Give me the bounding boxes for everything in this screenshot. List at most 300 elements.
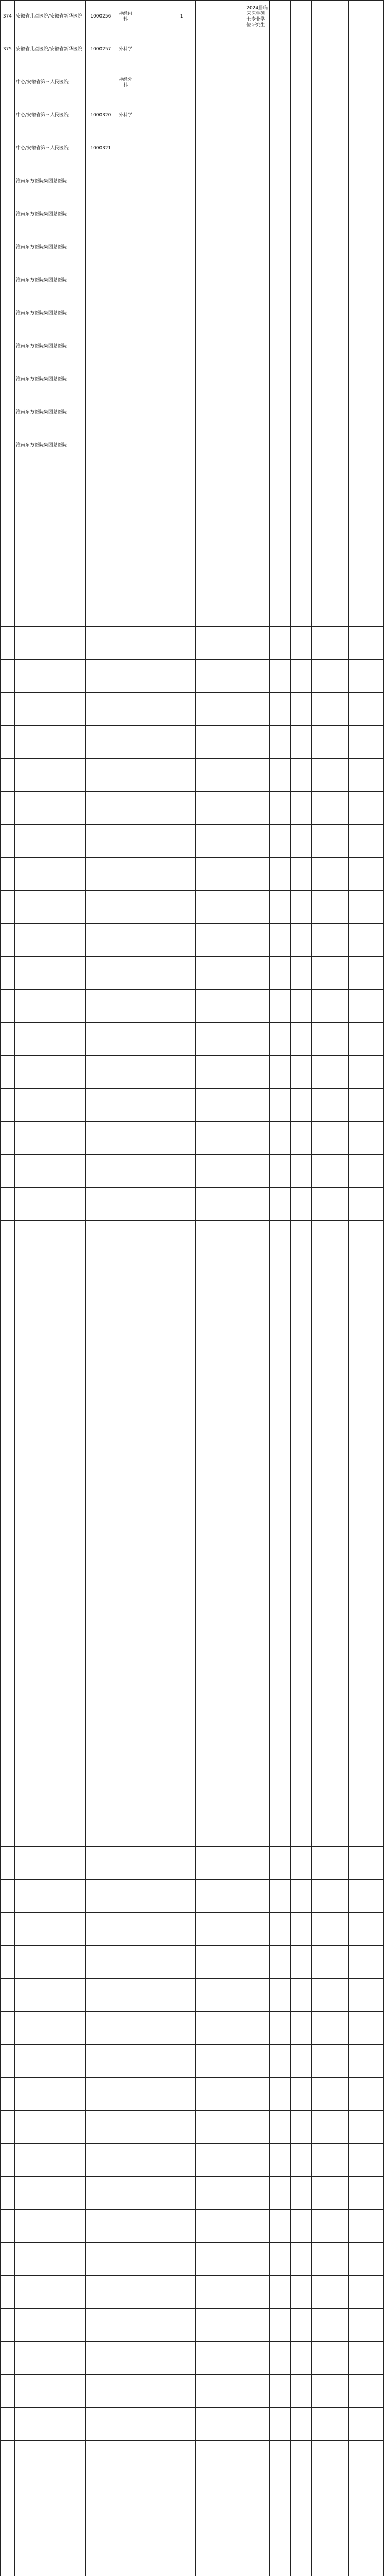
table-row: [1, 363, 384, 396]
row-col-10: [291, 165, 312, 198]
row-other: [270, 2408, 291, 2441]
row-col-11: [311, 396, 332, 429]
row-code: [85, 528, 116, 561]
row-unit: 淮南东方医院集团总医院: [14, 198, 85, 231]
row-col-10: [291, 2375, 312, 2408]
row-category: [135, 462, 154, 495]
row-code: [85, 693, 116, 726]
row-count: [168, 1253, 196, 1286]
row-unit: [14, 891, 85, 924]
row-education: [195, 759, 245, 792]
row-education: [195, 2342, 245, 2375]
row-seq: [1, 1023, 15, 1056]
row-col-11: [311, 1056, 332, 1089]
row-unit: 中心/安徽省第三人民医院: [14, 66, 85, 99]
row-col-10: [291, 1319, 312, 1352]
row-col-10: [291, 495, 312, 528]
row-post: [116, 1319, 135, 1352]
row-major: [245, 2375, 270, 2408]
row-col-14: [366, 99, 383, 132]
row-col-10: [291, 2276, 312, 2309]
row-post: [116, 2177, 135, 2210]
row-other: [270, 1715, 291, 1748]
row-post-code: [154, 1847, 168, 1880]
table-row: [1, 2441, 384, 2473]
row-post: [116, 2144, 135, 2177]
row-unit: [14, 1023, 85, 1056]
row-col-13: [349, 2045, 366, 2078]
row-count: [168, 429, 196, 462]
table-row: [1, 1880, 384, 1913]
table-row: [1, 1451, 384, 1484]
row-education: [195, 2506, 245, 2539]
row-other: [270, 2375, 291, 2408]
row-col-12: [332, 1814, 349, 1847]
row-post: [116, 2045, 135, 2078]
row-seq: [1, 2276, 15, 2309]
row-col-11: [311, 1221, 332, 1253]
row-category: [135, 627, 154, 660]
row-unit: [14, 1880, 85, 1913]
row-education: [195, 2572, 245, 2576]
table-row: [1, 1056, 384, 1089]
row-category: [135, 66, 154, 99]
row-post-code: [154, 2144, 168, 2177]
row-count: [168, 2506, 196, 2539]
row-unit: [14, 1550, 85, 1583]
row-code: [85, 1517, 116, 1550]
table-row: [1, 495, 384, 528]
row-col-14: [366, 627, 383, 660]
row-category: [135, 495, 154, 528]
row-post: [116, 528, 135, 561]
row-other: [270, 495, 291, 528]
row-post-code: [154, 2375, 168, 2408]
row-col-10: [291, 1913, 312, 1946]
row-major: [245, 1847, 270, 1880]
row-unit: [14, 957, 85, 990]
row-code: [85, 1715, 116, 1748]
table-row: [1, 1847, 384, 1880]
row-col-14: [366, 825, 383, 858]
row-unit: [14, 1056, 85, 1089]
row-seq: [1, 99, 15, 132]
row-education: [195, 198, 245, 231]
row-code: [85, 2078, 116, 2111]
row-post: [116, 1517, 135, 1550]
row-education: [195, 1188, 245, 1221]
row-col-11: [311, 1979, 332, 2012]
row-col-14: [366, 1583, 383, 1616]
row-other: [270, 1056, 291, 1089]
row-seq: [1, 1715, 15, 1748]
row-category: [135, 528, 154, 561]
row-col-14: [366, 726, 383, 759]
row-col-13: [349, 891, 366, 924]
row-col-12: [332, 891, 349, 924]
row-major: [245, 1418, 270, 1451]
table-row: [1, 66, 384, 99]
row-count: [168, 1583, 196, 1616]
row-unit: [14, 1352, 85, 1385]
row-education: [195, 1946, 245, 1979]
row-code: [85, 1682, 116, 1715]
table-row: [1, 1649, 384, 1682]
row-col-11: [311, 2210, 332, 2243]
row-col-12: [332, 1583, 349, 1616]
row-code: [85, 726, 116, 759]
row-major: [245, 1649, 270, 1682]
row-major: [245, 33, 270, 66]
row-category: [135, 1880, 154, 1913]
row-count: [168, 1616, 196, 1649]
row-col-10: [291, 1517, 312, 1550]
row-major: [245, 1023, 270, 1056]
row-education: [195, 495, 245, 528]
table-row: [1, 1946, 384, 1979]
row-other: [270, 2078, 291, 2111]
row-col-11: [311, 330, 332, 363]
row-major: [245, 1188, 270, 1221]
row-seq: [1, 990, 15, 1023]
row-unit: [14, 2210, 85, 2243]
row-col-14: [366, 1913, 383, 1946]
row-education: [195, 1550, 245, 1583]
row-unit: [14, 924, 85, 957]
row-col-11: [311, 2408, 332, 2441]
row-post: [116, 2473, 135, 2506]
row-col-13: [349, 1023, 366, 1056]
row-post: [116, 1484, 135, 1517]
row-category: [135, 231, 154, 264]
table-row: [1, 1682, 384, 1715]
row-col-10: [291, 429, 312, 462]
row-seq: [1, 2572, 15, 2576]
row-col-14: [366, 1814, 383, 1847]
row-col-13: [349, 2111, 366, 2144]
table-row: [1, 891, 384, 924]
row-unit: [14, 1253, 85, 1286]
row-col-13: [349, 1286, 366, 1319]
row-col-10: [291, 1715, 312, 1748]
row-col-14: [366, 660, 383, 693]
row-code: [85, 396, 116, 429]
row-code: [85, 1979, 116, 2012]
row-education: [195, 165, 245, 198]
row-code: [85, 858, 116, 891]
table-row: [1, 1715, 384, 1748]
row-count: [168, 2572, 196, 2576]
row-col-14: [366, 1188, 383, 1221]
row-post: [116, 924, 135, 957]
row-col-13: [349, 1616, 366, 1649]
row-col-14: [366, 396, 383, 429]
row-col-13: [349, 33, 366, 66]
row-post-code: [154, 495, 168, 528]
row-col-10: [291, 99, 312, 132]
row-code: [85, 264, 116, 297]
table-row: [1, 2243, 384, 2276]
row-seq: [1, 2177, 15, 2210]
row-post: [116, 1089, 135, 1122]
row-col-12: [332, 198, 349, 231]
row-unit: [14, 726, 85, 759]
row-major: [245, 2539, 270, 2572]
row-education: [195, 2473, 245, 2506]
row-col-10: [291, 1, 312, 33]
row-col-11: [311, 1781, 332, 1814]
row-col-11: [311, 561, 332, 594]
row-category: [135, 1089, 154, 1122]
row-col-13: [349, 1550, 366, 1583]
table-row: [1, 693, 384, 726]
row-category: [135, 2572, 154, 2576]
row-col-12: [332, 2177, 349, 2210]
row-unit: [14, 2177, 85, 2210]
row-col-12: [332, 693, 349, 726]
row-education: [195, 1286, 245, 1319]
row-post-code: [154, 2309, 168, 2342]
row-category: [135, 2506, 154, 2539]
table-row: [1, 1484, 384, 1517]
row-category: [135, 2309, 154, 2342]
row-education: [195, 1649, 245, 1682]
row-category: [135, 1188, 154, 1221]
row-col-13: [349, 2572, 366, 2576]
row-col-12: [332, 495, 349, 528]
row-col-12: [332, 297, 349, 330]
row-unit: [14, 2144, 85, 2177]
row-category: [135, 858, 154, 891]
row-major: [245, 66, 270, 99]
row-education: [195, 2408, 245, 2441]
row-post: [116, 2375, 135, 2408]
row-other: [270, 759, 291, 792]
row-col-10: [291, 2144, 312, 2177]
row-col-14: [366, 1616, 383, 1649]
row-education: [195, 1583, 245, 1616]
row-col-10: [291, 594, 312, 627]
row-col-10: [291, 2408, 312, 2441]
row-post: [116, 693, 135, 726]
row-col-11: [311, 2375, 332, 2408]
row-col-14: [366, 132, 383, 165]
row-col-12: [332, 1979, 349, 2012]
row-post-code: [154, 2012, 168, 2045]
row-col-11: [311, 1023, 332, 1056]
row-education: [195, 1484, 245, 1517]
row-education: [195, 957, 245, 990]
row-post: [116, 363, 135, 396]
row-count: [168, 1122, 196, 1155]
row-category: [135, 2441, 154, 2473]
row-col-12: [332, 2408, 349, 2441]
row-col-11: [311, 1814, 332, 1847]
row-code: [85, 1056, 116, 1089]
row-col-12: [332, 1253, 349, 1286]
row-col-12: [332, 1451, 349, 1484]
row-education: [195, 462, 245, 495]
row-category: [135, 2375, 154, 2408]
row-count: [168, 693, 196, 726]
table-row: [1, 660, 384, 693]
row-col-11: [311, 594, 332, 627]
row-post: [116, 990, 135, 1023]
row-col-11: [311, 660, 332, 693]
row-unit: [14, 1122, 85, 1155]
row-other: [270, 792, 291, 825]
table-row: [1, 1221, 384, 1253]
row-col-10: [291, 2243, 312, 2276]
row-other: [270, 1748, 291, 1781]
row-seq: [1, 891, 15, 924]
table-row: [1, 99, 384, 132]
table-row: [1, 1979, 384, 2012]
row-col-10: [291, 759, 312, 792]
row-col-12: [332, 1188, 349, 1221]
row-category: [135, 990, 154, 1023]
row-other: [270, 2045, 291, 2078]
row-col-12: [332, 1, 349, 33]
row-seq: [1, 1517, 15, 1550]
row-seq: [1, 693, 15, 726]
row-col-10: [291, 1451, 312, 1484]
row-col-11: [311, 1122, 332, 1155]
row-other: [270, 693, 291, 726]
row-post: [116, 627, 135, 660]
row-count: [168, 1682, 196, 1715]
row-col-13: [349, 627, 366, 660]
row-post-code: [154, 660, 168, 693]
row-seq: [1, 1319, 15, 1352]
row-code: [85, 330, 116, 363]
row-code: 1000321: [85, 132, 116, 165]
row-seq: [1, 165, 15, 198]
row-col-12: [332, 363, 349, 396]
row-col-14: [366, 1352, 383, 1385]
row-col-14: [366, 1451, 383, 1484]
row-category: [135, 330, 154, 363]
row-major: [245, 2309, 270, 2342]
row-post: [116, 2506, 135, 2539]
row-col-11: [311, 2177, 332, 2210]
row-code: [85, 1122, 116, 1155]
row-col-13: [349, 1979, 366, 2012]
table-row: [1, 1286, 384, 1319]
row-post-code: [154, 1122, 168, 1155]
row-count: [168, 1649, 196, 1682]
row-education: [195, 1253, 245, 1286]
row-code: [85, 165, 116, 198]
row-count: [168, 363, 196, 396]
row-seq: [1, 231, 15, 264]
row-education: [195, 1385, 245, 1418]
row-col-12: [332, 561, 349, 594]
row-col-11: [311, 957, 332, 990]
row-col-12: [332, 957, 349, 990]
row-col-12: [332, 2210, 349, 2243]
row-post-code: [154, 1221, 168, 1253]
row-education: [195, 924, 245, 957]
row-col-14: [366, 1715, 383, 1748]
row-count: [168, 726, 196, 759]
row-major: [245, 1550, 270, 1583]
row-category: [135, 825, 154, 858]
row-col-14: [366, 1649, 383, 1682]
row-col-11: [311, 726, 332, 759]
row-count: [168, 1023, 196, 1056]
row-col-12: [332, 99, 349, 132]
row-post-code: [154, 2539, 168, 2572]
row-post: [116, 462, 135, 495]
row-post: [116, 2342, 135, 2375]
row-col-14: [366, 363, 383, 396]
row-other: [270, 1352, 291, 1385]
row-category: [135, 1352, 154, 1385]
row-post: [116, 1550, 135, 1583]
row-post-code: [154, 1517, 168, 1550]
row-other: [270, 2309, 291, 2342]
row-col-10: [291, 2473, 312, 2506]
row-post: 神经内科: [116, 1, 135, 33]
row-unit: [14, 2078, 85, 2111]
row-major: [245, 1616, 270, 1649]
row-other: [270, 1616, 291, 1649]
row-col-14: [366, 1781, 383, 1814]
row-education: [195, 858, 245, 891]
row-col-12: [332, 165, 349, 198]
row-col-14: [366, 165, 383, 198]
row-col-12: [332, 2539, 349, 2572]
row-category: [135, 1451, 154, 1484]
row-major: [245, 2473, 270, 2506]
row-col-12: [332, 858, 349, 891]
row-major: [245, 1089, 270, 1122]
row-col-12: [332, 627, 349, 660]
row-col-10: [291, 2045, 312, 2078]
row-seq: [1, 297, 15, 330]
row-other: [270, 429, 291, 462]
row-code: [85, 1089, 116, 1122]
row-code: [85, 1286, 116, 1319]
row-seq: [1, 462, 15, 495]
row-other: [270, 1649, 291, 1682]
row-post-code: [154, 231, 168, 264]
row-post-code: [154, 2045, 168, 2078]
row-code: [85, 1023, 116, 1056]
row-seq: [1, 924, 15, 957]
row-education: [195, 693, 245, 726]
row-post: [116, 1122, 135, 1155]
row-unit: [14, 1583, 85, 1616]
row-unit: [14, 528, 85, 561]
row-col-13: [349, 528, 366, 561]
row-post-code: [154, 132, 168, 165]
row-post: [116, 2408, 135, 2441]
row-unit: 淮南东方医院集团总医院: [14, 330, 85, 363]
row-other: [270, 2144, 291, 2177]
row-col-13: [349, 1221, 366, 1253]
row-major: [245, 231, 270, 264]
table-row: [1, 627, 384, 660]
row-post: [116, 297, 135, 330]
row-count: [168, 1155, 196, 1188]
row-col-13: [349, 330, 366, 363]
row-other: [270, 2177, 291, 2210]
row-category: [135, 1649, 154, 1682]
row-col-13: [349, 1682, 366, 1715]
row-unit: [14, 1089, 85, 1122]
